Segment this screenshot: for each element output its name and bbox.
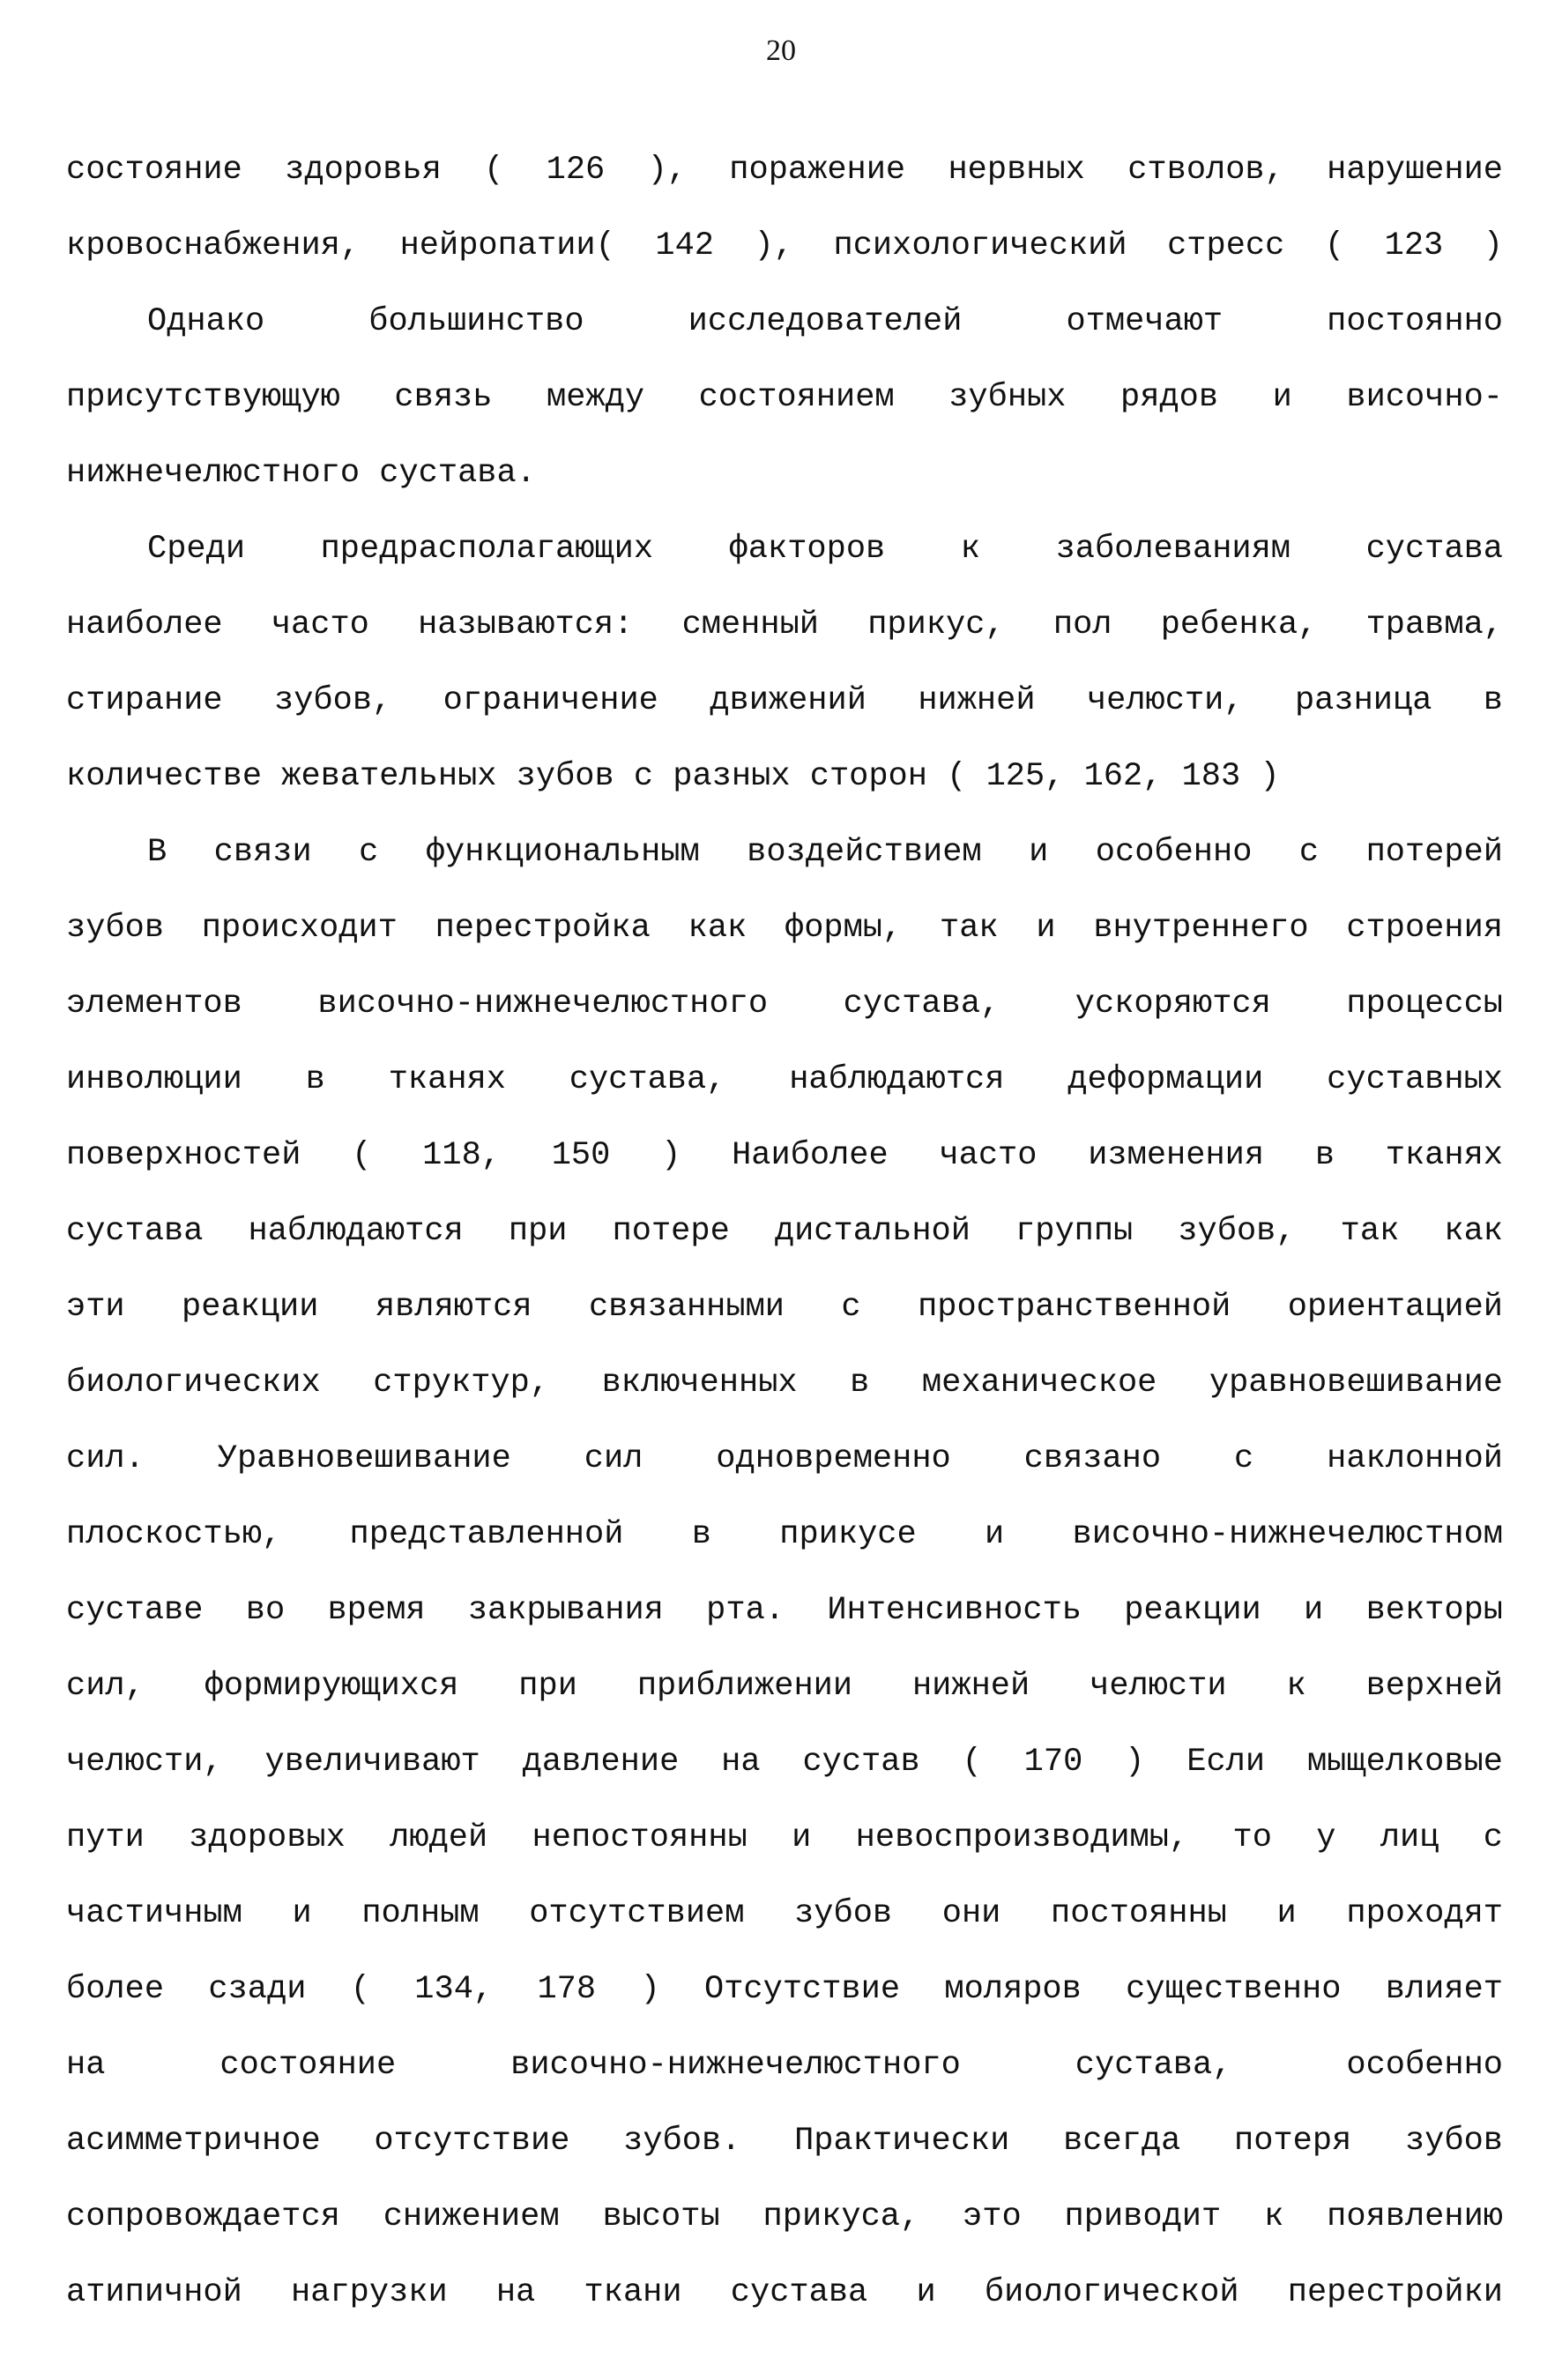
text-line: сил, формирующихся при приближении нижней челюсти к верхней: [66, 1668, 1503, 1705]
text-line: суставе во время закрывания рта. Интенсивность реакции и векторы: [66, 1592, 1503, 1629]
text-line: состояние здоровья ( 126 ), поражение нервных стволов, нарушение: [66, 152, 1503, 189]
text-line: атипичной нагрузки на ткани сустава и биологической перестройки: [66, 2274, 1503, 2311]
text-line: зубов происходит перестройка как формы, так и внутреннего строения: [66, 910, 1503, 947]
text-line: количестве жевательных зубов с разных сторон ( 125, 162, 183 ): [66, 758, 1280, 795]
text-line: Однако большинство исследователей отмечают постоянно: [147, 303, 1503, 340]
text-line: сил. Уравновешивание сил одновременно связано с наклонной: [66, 1440, 1503, 1477]
text-line: челюсти, увеличивают давление на сустав ( 170 ) Если мыщелковые: [66, 1744, 1503, 1781]
text-line: эти реакции являются связанными с пространственной ориентацией: [66, 1289, 1503, 1326]
text-line: сопровождается снижением высоты прикуса, это приводит к появлению: [66, 2198, 1503, 2235]
text-line: кровоснабжения, нейропатии( 142 ), психологический стресс ( 123 ): [66, 227, 1503, 264]
text-line: сустава наблюдаются при потере дистальной группы зубов, так как: [66, 1213, 1503, 1250]
text-line: инволюции в тканях сустава, наблюдаются деформации суставных: [66, 1061, 1503, 1098]
text-line: нижнечелюстного сустава.: [66, 455, 536, 492]
text-line: плоскостью, представленной в прикусе и височно-нижнечелюстном: [66, 1516, 1503, 1553]
body-text: [66, 132, 1503, 2331]
text-line: элементов височно-нижнечелюстного сустава, ускоряются процессы: [66, 985, 1503, 1023]
text-line: присутствующую связь между состоянием зубных рядов и височно-: [66, 379, 1503, 416]
text-line: В связи с функциональным воздействием и особенно с потерей: [147, 834, 1503, 871]
text-line: на состояние височно-нижнечелюстного сустава, особенно: [66, 2047, 1503, 2084]
text-line: Среди предрасполагающих факторов к заболеваниям сустава: [147, 531, 1503, 568]
text-line: биологических структур, включенных в механическое уравновешивание: [66, 1365, 1503, 1402]
text-line: стирание зубов, ограничение движений нижней челюсти, разница в: [66, 682, 1503, 719]
text-line: более сзади ( 134, 178 ) Отсутствие моляров существенно влияет: [66, 1971, 1503, 2008]
text-line: частичным и полным отсутствием зубов они постоянны и проходят: [66, 1895, 1503, 1932]
text-line: асимметричное отсутствие зубов. Практически всегда потеря зубов: [66, 2123, 1503, 2160]
text-line: поверхностей ( 118, 150 ) Наиболее часто изменения в тканях: [66, 1137, 1503, 1174]
text-line: наиболее часто называются: сменный прикус, пол ребенка, травма,: [66, 606, 1503, 643]
page-number: 20: [766, 34, 796, 67]
text-line: пути здоровых людей непостоянны и невоспроизводимы, то у лиц с: [66, 1819, 1503, 1856]
